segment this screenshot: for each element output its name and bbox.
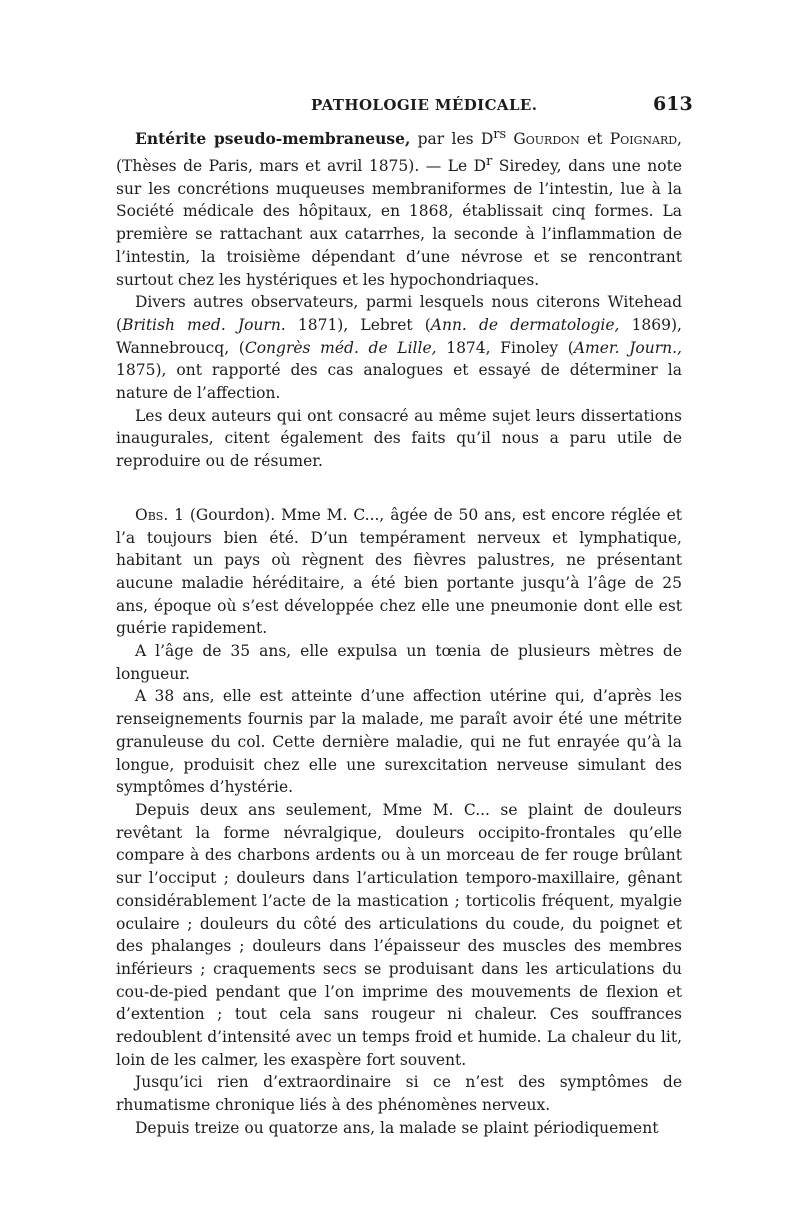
section-spacer [116,473,682,504]
intro-paragraph-3: Les deux auteurs qui ont consacré au même sujet leurs dissertations inaugurales, citent également des faits qu’il nous a paru utile de reproduire ou de résumer. [116,406,682,471]
superscript: rs [493,127,507,142]
observation-paragraph-6: Depuis treize ou quatorze ans, la malade se plaint périodiquement [135,1118,659,1137]
observation-paragraph-4: Depuis deux ans seulement, Mme M. C... se plaint de douleurs revêtant la forme névralgique, douleurs occipito-frontales qu’elle compare à des charbons ardents ou à un morceau de fer rouge brûlant sur l’occiput ; douleurs dans l’articulation temporo-maxillaire, gênant considérablement l’acte de la mastication ; torticolis fréquent, myalgie oculaire ; douleurs du côté des articulations du coude, du poignet et des phalanges ; douleurs dans l’épaisseur des muscles des membres inférieurs ; craquements secs se produisant dans les articulations du cou-de-pied pendant que l’on imprime des mouvements de flexion et d’extention ; tout cela sans rougeur ni chaleur. Ces souffrances redoublent d’intensité avec un temps froid et humide. La chaleur du lit, loin de les calmer, les exaspère fort souvent. [116,801,682,1069]
page-header [0,93,800,120]
text-run: Siredey, dans une note sur les concrétions muqueuses membraniformes de l’intestin, lue à la Société médicale des hôpitaux, en 1868, établissait cinq formes. La première se rattachant aux catarrhes, la seconde à l’inflammation de l’intestin, la troisième dépendant d’une névrose et se rencontrant surtout chez les hystériques et les hypochondriaques. [116,157,682,289]
text-run: (Thèses de Paris, mars et avril 1875). — Le D [116,157,487,176]
journal-reference: Ann. de dermatologie, [430,315,620,334]
text-run: par les D [410,130,494,149]
superscript: r [486,153,493,169]
intro-paragraph-2 [116,291,682,405]
intro-paragraph-1 [116,124,682,291]
page-number: 613 [653,93,693,115]
observation-paragraph-2: A l’âge de 35 ans, elle expulsa un tœnia de plusieurs mètres de longueur. [116,642,682,683]
author-name: Gourdon [513,130,580,149]
author-name: Poignard, [609,130,682,149]
journal-reference: Congrès méd. de Lille, [244,338,437,357]
observation-paragraph-1 [116,504,682,640]
text-run: 1871), Lebret ( [285,315,431,334]
text-run: Divers autres observateurs, parmi lesquels nous citerons Witehead ( [116,293,682,334]
text-run: (Gourdon). Mme M. C..., âgée de 50 ans, est encore réglée et l’a toujours bien été. D’un tempérament nerveux et lymphatique, habitant un pays où règnent des fièvres palustres, ne présentant aucune maladie héréditaire, a été bien portante jusqu’à l’âge de 25 ans, époque où s’est développée chez elle une pneumonie dont elle est guérie rapidement. [116,505,682,638]
observation-paragraph-3: A 38 ans, elle est atteinte d’une affection utérine qui, d’après les renseignements fournis par la malade, me paraît avoir été une métrite granuleuse du col. Cette dernière maladie, qui ne fut enrayée qu’à la longue, produisit chez elle une surexcitation nerveuse simulant des symptômes d’hystérie. [116,687,682,797]
observation-paragraph-5: Jusqu’ici rien d’extraordinaire si ce n’est des symptômes de rhumatisme chronique liés à des phénomènes nerveux. [116,1073,682,1115]
text-run: et [579,130,610,149]
body-text [116,124,682,1140]
journal-reference: Amer. Journ., [573,338,682,357]
observation-label: Obs. 1 [135,505,184,524]
text-run: 1874, Finoley ( [436,338,574,357]
text-run: 1869), Wannebroucq, ( [116,315,682,357]
running-title: PATHOLOGIE MÉDICALE. [311,96,538,114]
journal-reference: British med. Journ. [122,315,286,334]
section-title: Entérite pseudo-membraneuse, [135,129,411,149]
text-run: 1875), ont rapporté des cas analogues et essayé de déterminer la nature de l’affection. [116,361,682,403]
